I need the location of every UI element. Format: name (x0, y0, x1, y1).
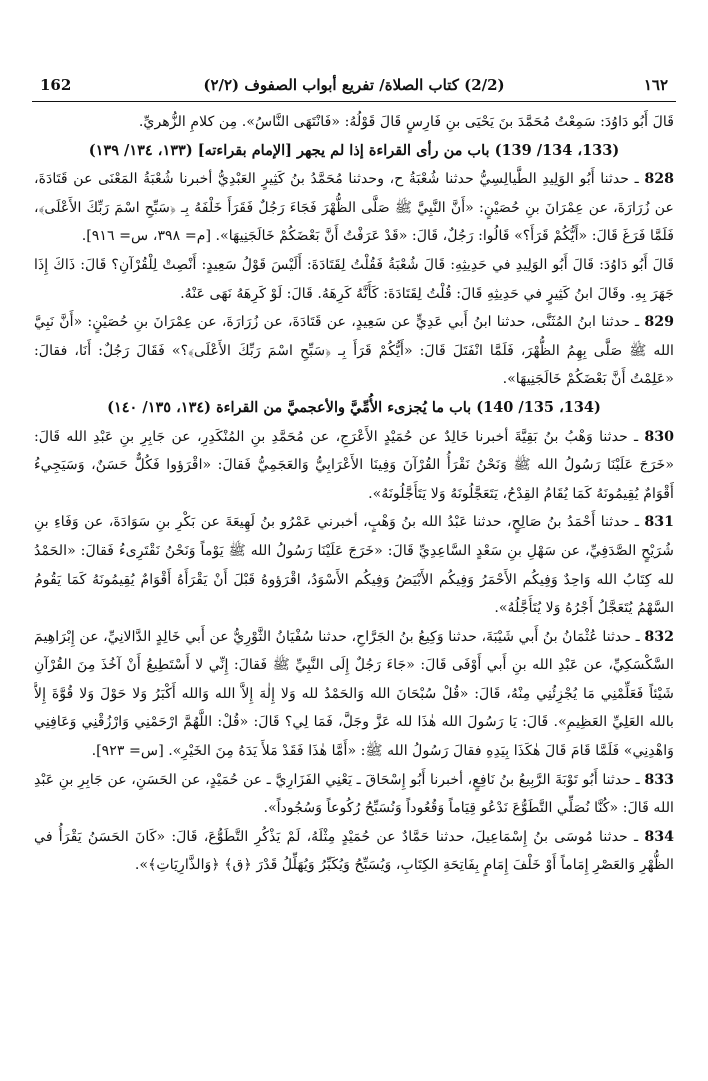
hadith-number: 829 (644, 314, 674, 331)
header-rule (32, 101, 676, 102)
hadith-number: 834 (644, 828, 674, 845)
hadith-number: 833 (644, 771, 674, 788)
hadith-paragraph: 833 ـ حدثنا أَبُو تَوْبَةَ الرَّبِيعُ بنُ نَافِعٍ، أخبرنا أَبُو إِسْحَاقَ ـ يَعْنِي الفَزَارِيَّ ـ عن حُمَيْدٍ، عن الحَسَنِ، عن جَابِرِ بنِ عَبْدِ الله قَالَ: «كُنَّا نُصَلِّي التَّطَوُّعَ نَدْعُو قِيَاماً وَقُعُوداً وَنُسَبِّحُ رُكُوعاً وَسُجُوداً». (34, 771, 674, 817)
chapter-heading: (133، 134/ 139) باب من رأى القراءة إذا لم يجهر [الإمام بقراءته] (١٣٣، ١٣٤/ ١٣٩) (88, 141, 620, 159)
narrator-note: قَالَ أَبُو دَاوُدَ: قَالَ أَبُو الوَلِيدِ في حَدِيثِهِ: قَالَ شُعْبَةُ فَقُلْتُ لِقَتَادَةَ: أَلَيْسَ قَوْلُ سَعِيدٍ: أَنْصِتْ لِلْقُرْآنِ؟ قَالَ: ذَاكَ إِذَا جَهَرَ بِهِ. وقَالَ ابنُ كَثِيرٍ في حَدِيثِهِ قَالَ: قُلْتُ لِقَتَادَةَ: كَأَنَّهُ كَرِهَهُ. قَالَ: لَوْ كَرِهَهُ نَهَى عَنْهُ. (34, 256, 674, 302)
page-body (34, 108, 674, 1073)
page-header (32, 76, 676, 98)
hadith-paragraph: 831 ـ حدثنا أَحْمَدُ بنُ صَالِحٍ، حدثنا عَبْدُ الله بنُ وَهْبٍ، أخبرني عَمْرُو بنُ لَهِيعَةَ عن بَكْرِ بنِ سَوَادَةَ، عن وَفَاءِ بنِ شُرَيْحٍ الصَّدَفِيِّ، عن سَهْلِ بنِ سَعْدٍ السَّاعِدِيِّ قَالَ: «خَرَجَ عَلَيْنَا رَسُولُ الله ﷺ يَوْماً وَنَحْنُ نَقْتَرِىءُ فَقالَ: «الحَمْدُ لله كِتَابُ الله وَاحِدٌ وَفِيكُم الأَحْمَرُ وَفِيكُم الأَبْيَضُ وَفِيكُم الأَسْوَدُ، اقْرَؤوهُ قَبْلَ أَنْ يَقْرَأَهُ أَقْوَامٌ يُقِيمُونَهُ كَمَا يَقُومُ السَّهْمُ يُتَعَجَّلُ أَجْرُهُ وَلا يُتَأَجَّلُهُ». (34, 514, 674, 617)
hadith-paragraph: 829 ـ حدثنا ابنُ المُثَنَّى، حدثنا ابنُ أَبي عَدِيٍّ عن سَعِيدٍ، عن قَتَادَةَ، عن زُرَارَةَ، عن عِمْرَانَ بنِ حُصَيْنٍ: «أَنَّ نَبِيَّ الله ﷺ صَلَّى بِهِمُ الظُّهْرَ، فَلَمَّا انْفَتَلَ قَالَ: «أَيُّكُمْ قَرَأَ بِـ ﴿سَبِّحِ اسْمَ رَبِّكَ الأَعْلَى﴾؟» فَقَالَ رَجُلٌ: أَنَا، فقالَ: «عَلِمْتُ أَنَّ بَعْضَكُمْ خَالَجَنِيهَا». (34, 314, 674, 388)
chapter-heading: (134، 135/ 140) باب ما يُجزىء الأُمِّيَّ والأعجميَّ من القراءة (١٣٤، ١٣٥/ ١٤٠) (107, 398, 601, 416)
hadith-paragraph: 830 ـ حدثنا وَهْبُ بنُ بَقِيَّةَ أخبرنا خَالِدٌ عن حُمَيْدٍ الأَعْرَجِ، عن مُحَمَّدِ بنِ المُنْكَدِرِ، عن جَابِرِ بنِ عَبْدِ الله قَالَ: «خَرَجَ عَلَيْنَا رَسُولُ الله ﷺ وَنَحْنُ نَقْرَأُ القُرْآنَ وَفِينَا الأَعْرَابِيُّ وَالعَجَمِيُّ فَقالَ: «اقْرَؤوا فَكُلٌّ حَسَنٌ، وَسَيَجِيءُ أَقْوَامٌ يُقِيمُونَهُ كَمَا يُقَامُ القِدْحُ، يَتَعَجَّلُونَهُ وَلا يَتَأَجَّلُونَهُ». (34, 428, 674, 502)
hadith-number: 830 (644, 428, 674, 445)
page-number-arabic: ١٦٢ (643, 76, 668, 94)
page-number-latin: 162 (40, 76, 72, 94)
hadith-paragraph: 832 ـ حدثنا عُثْمَانُ بنُ أَبي شَيْبَةَ، حدثنا وَكِيعُ بنُ الجَرَّاحِ، حدثنا سُفْيَانُ الثَّوْرِيُّ عن أَبي خَالِدٍ الدَّالانِيِّ، عن إِبْرَاهِيمَ السَّكْسَكِيِّ، عن عَبْدِ الله بنِ أَبي أَوْفَى قَالَ: «جَاءَ رَجُلٌ إِلَى النَّبِيِّ ﷺ فَقالَ: إِنِّي لا أَسْتَطِيعُ أَنْ آخُذَ مِنَ القُرْآنِ شَيْئاً فَعَلِّمْنِي مَا يُجْزِئُنِي مِنْهُ، قَالَ: «قُلْ سُبْحَانَ الله وَالحَمْدُ لله وَلا إِلٰهَ إِلاَّ الله وَالله أَكْبَرُ وَلا حَوْلَ وَلا قُوَّةَ إِلاَّ بالله العَلِيِّ العَظِيمِ». قَالَ: يَا رَسُولَ الله هٰذَا لله عَزَّ وجَلَّ، فَمَا لِي؟ قَالَ: «قُلْ: اللَّهُمَّ ارْحَمْنِي وَارْزُقْنِي وَعَافِنِي وَاهْدِنِي» فَلَمَّا قَامَ قَالَ هٰكَذَا بِيَدِهِ فقالَ رَسُولُ الله ﷺ: «أَمَّا هٰذَا فَقَدْ مَلأَ يَدَهُ مِنَ الخَيْرِ». [س= ٩٢٣]. (34, 628, 674, 760)
hadith-number: 831 (644, 514, 674, 531)
hadith-paragraph: 828 ـ حدثنا أَبُو الوَلِيدِ الطَّيالِسِيُّ حدثنا شُعْبَةُ ح، وحدثنا مُحَمَّدُ بنُ كَثِيرٍ العَبْدِيُّ أخبرنا شُعْبَةُ المَعْنَى عن قَتَادَةَ، عن زُرَارَةَ، عن عِمْرَانَ بنِ حُصَيْنٍ: «أَنَّ النَّبِيَّ ﷺ صَلَّى الظُّهْرَ فَجَاءَ رَجُلٌ فَقَرَأَ خَلْفَهُ بِـ ﴿سَبِّحِ اسْمَ رَبِّكَ الأَعْلَى﴾، فَلَمَّا فَرَغَ قَالَ: «أَيُّكُمْ قَرَأَ؟» قَالُوا: رَجُلٌ، قَالَ: «قَدْ عَرَفْتُ أَنَّ بَعْضَكُمْ خَالَجَنِيهَا». [م= ٣٩٨، س= ٩١٦]. (34, 171, 674, 245)
hadith-number: 832 (644, 628, 674, 645)
narrator-note: قَالَ أَبُو دَاوُدَ: سَمِعْتُ مُحَمَّدَ بنَ يَحْيَى بنِ فَارِسٍ قَالَ قَوْلُهُ: «فَانْتَهَى النَّاسُ». مِن كلامِ الزُّهريِّ. (138, 114, 674, 130)
running-title: (2/2) كتاب الصلاة/ تفريع أبواب الصفوف (٢/٢) (203, 76, 505, 94)
hadith-paragraph: 834 ـ حدثنا مُوسَى بنُ إِسْمَاعِيلَ، حدثنا حَمَّادٌ عن حُمَيْدٍ مِثْلَهُ، لَمْ يَذْكُرِ التَّطَوُّعَ، قَالَ: «كَانَ الحَسَنُ يَقْرَأُ في الظُّهْرِ وَالعَصْرِ إِمَاماً أَوْ خَلْفَ إِمَامٍ بِفَاتِحَةِ الكِتَابِ، وَيُسَبِّحُ وَيُكَبِّرُ وَيُهَلِّلُ قَدْرَ ﴿ق﴾ ﴿وَالذَّارِيَاتِ﴾». (34, 828, 674, 874)
hadith-number: 828 (644, 171, 674, 188)
